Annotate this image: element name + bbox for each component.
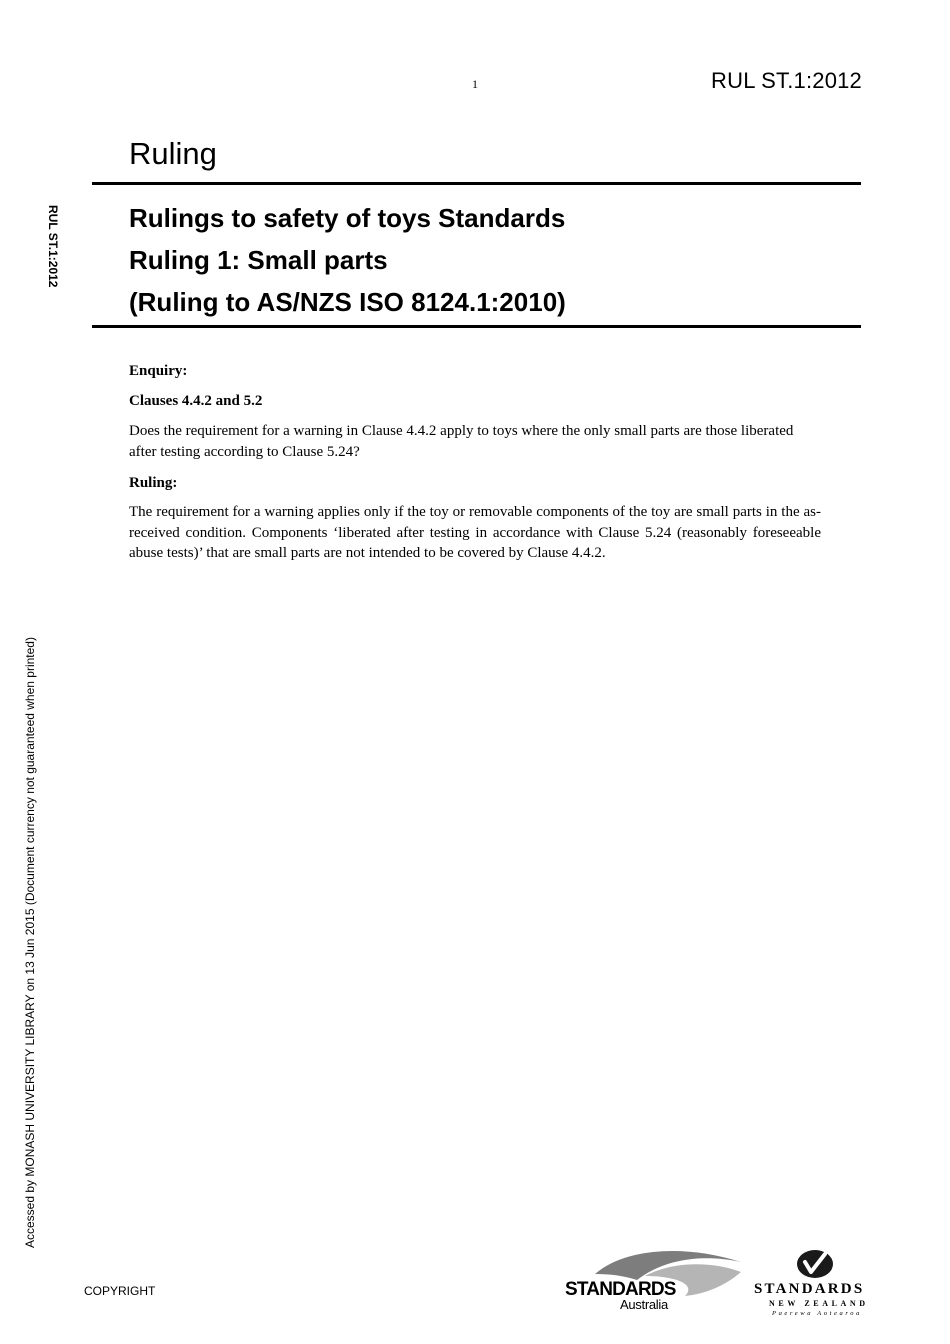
standards-nz-country: NEW ZEALAND xyxy=(769,1299,869,1308)
enquiry-question: Does the requirement for a warning in Clause 4.4.2 apply to toys where the only small parts are those liberated after testing according to Clause 5.24? xyxy=(129,423,794,460)
side-document-code: RUL ST.1:2012 xyxy=(46,205,60,288)
title-rule-bottom xyxy=(92,325,861,328)
title-rule-top xyxy=(92,182,861,185)
ruling-label: Ruling: xyxy=(129,475,178,491)
enquiry-label: Enquiry: xyxy=(129,363,188,379)
standards-nz-maori-name: Paerewa Aotearoa xyxy=(772,1310,862,1317)
clauses-label: Clauses 4.4.2 and 5.2 xyxy=(129,393,263,409)
title-line-1: Rulings to safety of toys Standards xyxy=(129,203,566,233)
standards-nz-name: STANDARDS xyxy=(754,1281,865,1297)
document-type-heading: Ruling xyxy=(129,136,217,171)
standards-australia-name: STANDARDS xyxy=(565,1279,676,1300)
title-line-2: Ruling 1: Small parts xyxy=(129,245,388,275)
copyright-label: COPYRIGHT xyxy=(84,1284,156,1298)
standards-new-zealand-logo-icon xyxy=(795,1248,835,1280)
header-document-code: RUL ST.1:2012 xyxy=(711,68,862,93)
ruling-answer: The requirement for a warning applies only if the toy or removable components of the toy are small parts in the as-received condition. Components ‘liberated after testing in accordance with Clause 5.24 (reasonably foreseeable abuse tests)’ that are small parts are not intended to be covered by Clause 4.4.2. xyxy=(129,504,821,561)
page-number: 1 xyxy=(472,77,478,91)
access-watermark-note: Accessed by MONASH UNIVERSITY LIBRARY on 13 Jun 2015 (Document currency not guaranteed when printed) xyxy=(23,637,37,1248)
title-line-3: (Ruling to AS/NZS ISO 8124.1:2010) xyxy=(129,287,566,317)
standards-australia-country: Australia xyxy=(620,1297,668,1312)
